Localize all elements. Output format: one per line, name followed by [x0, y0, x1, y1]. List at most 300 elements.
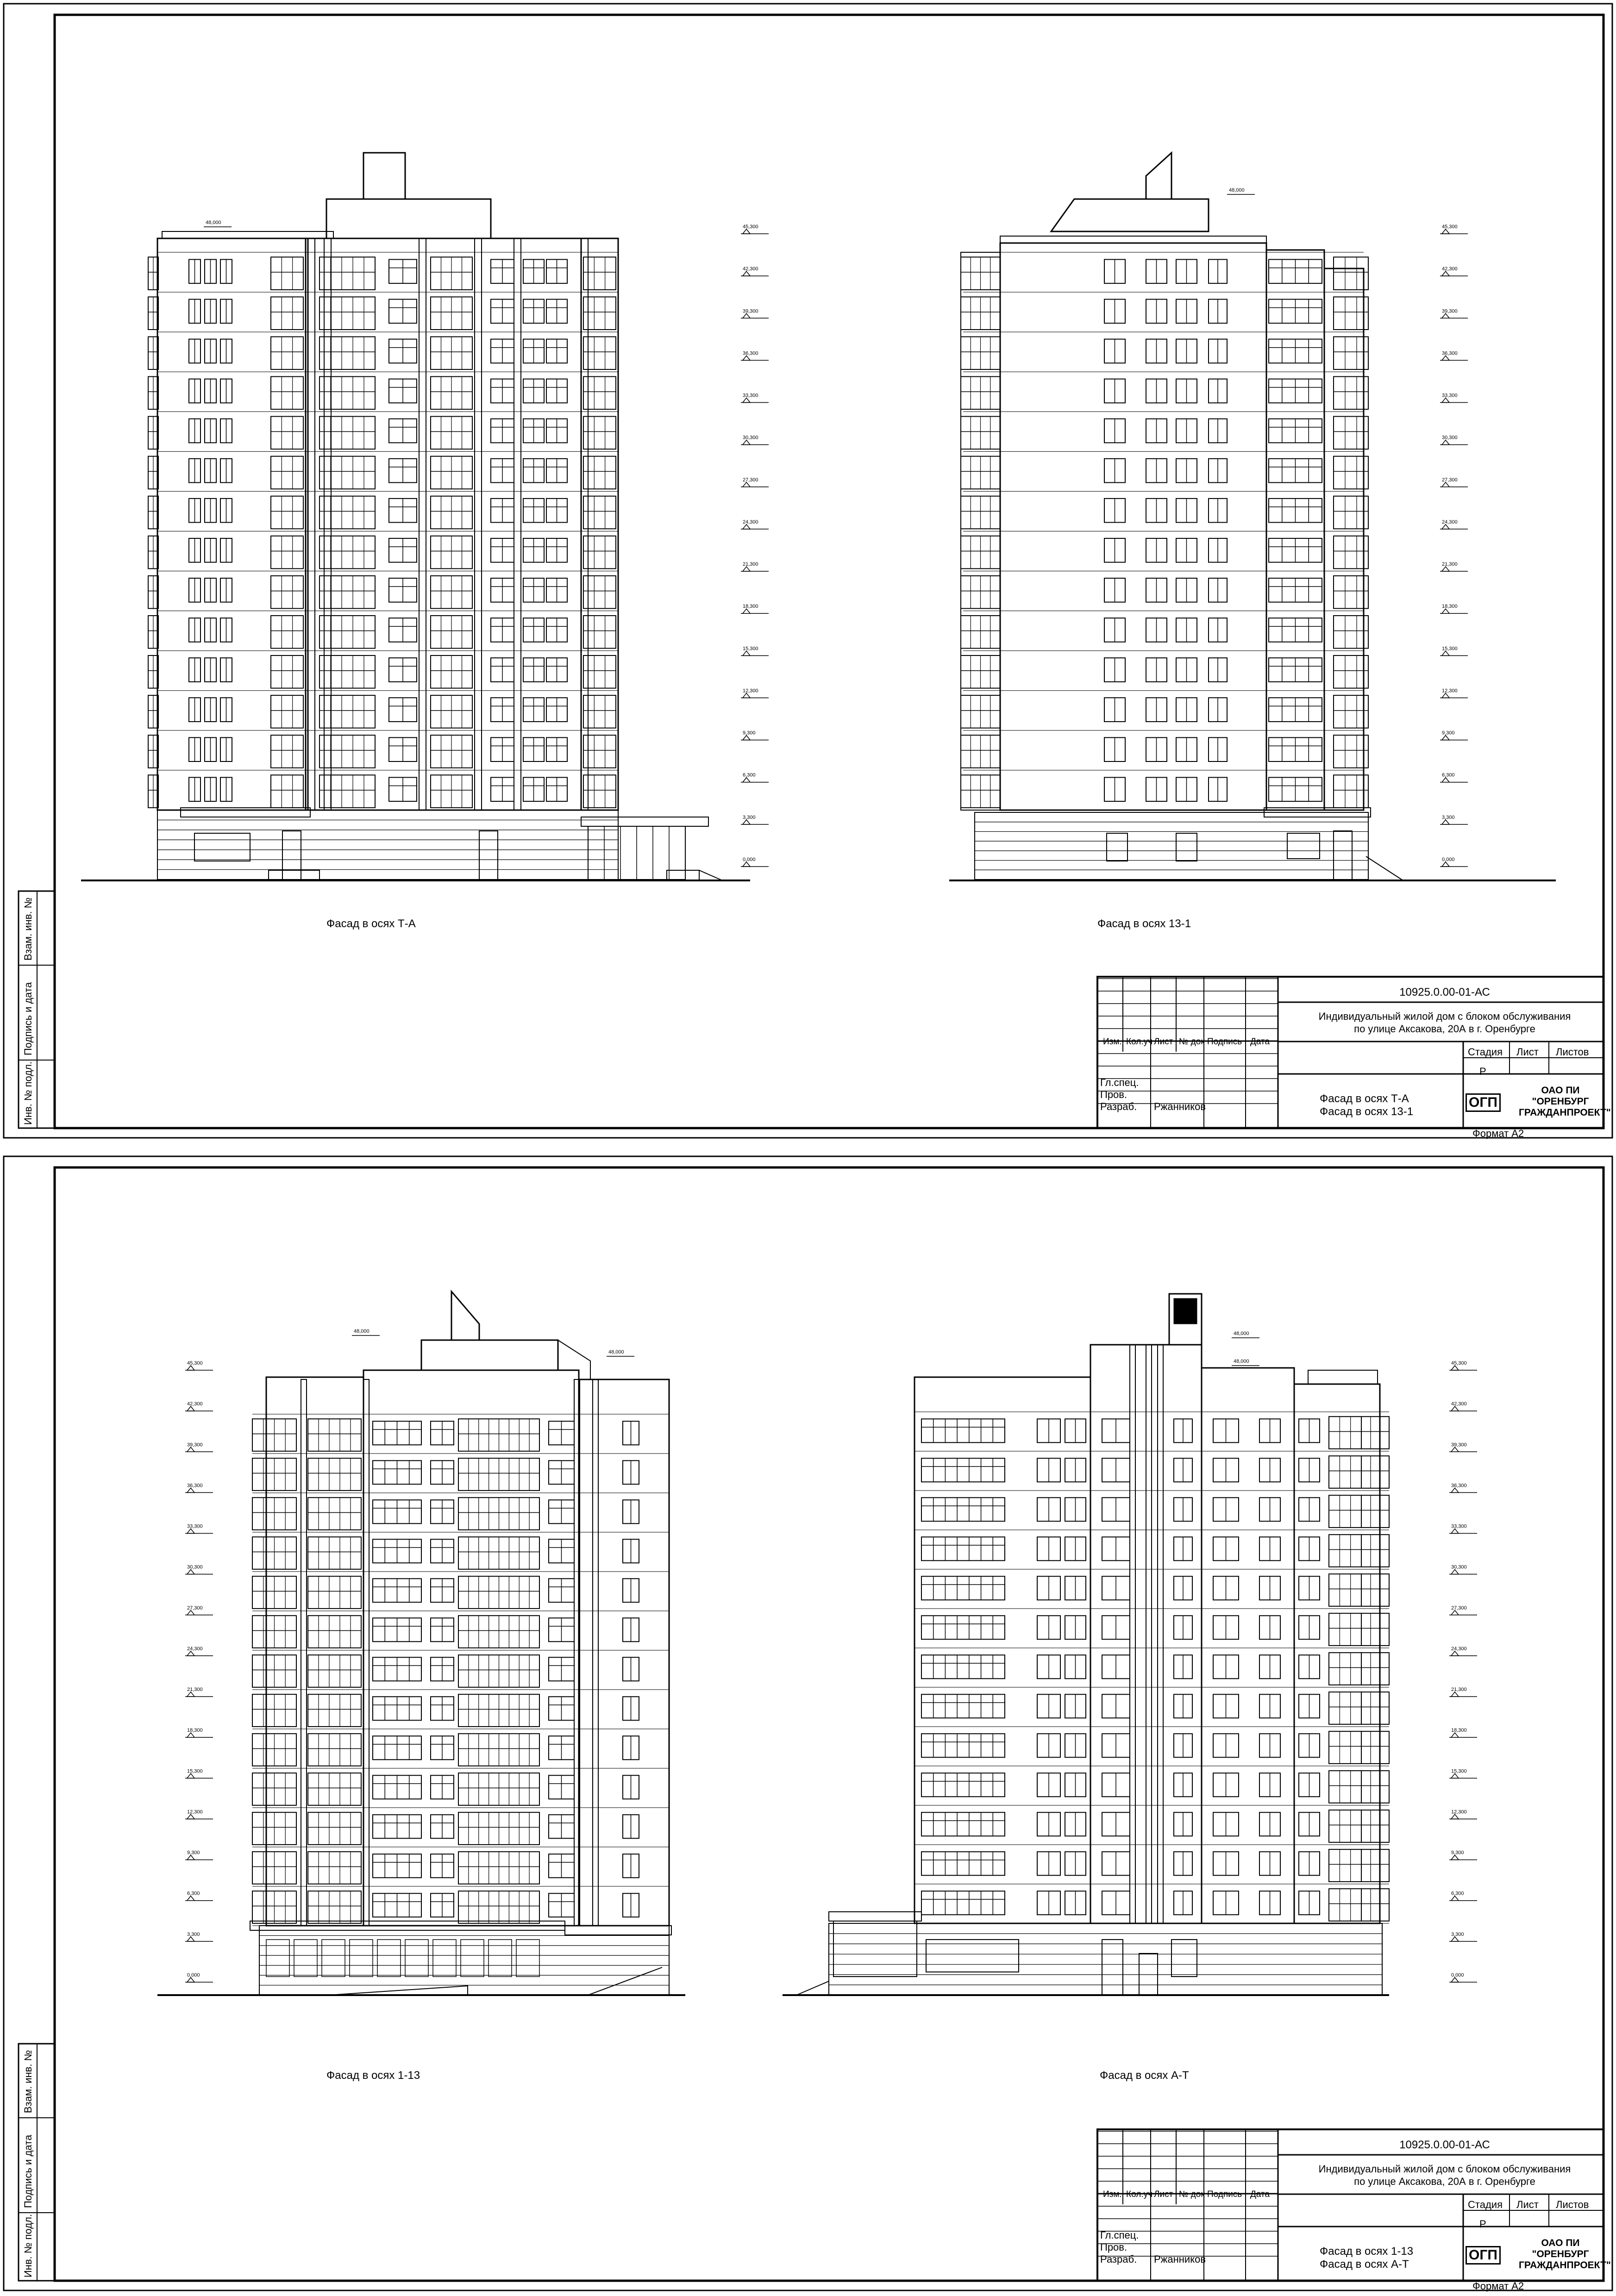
- developer-name: Ржанников: [1154, 2253, 1206, 2265]
- elevation-mark-label: 15,300: [1442, 646, 1458, 652]
- project-title-2: по улице Аксакова, 20А в г. Оренбурге: [1354, 2176, 1535, 2187]
- elevation-mark-label: 24,300: [187, 1646, 203, 1652]
- window: [921, 1497, 1005, 1521]
- shop-window: [405, 1940, 428, 1977]
- balcony: [308, 1734, 361, 1766]
- doc-code: 10925.0.00-01-АС: [1399, 2139, 1490, 2151]
- balcony: [271, 297, 303, 330]
- facade-caption-left: Фасад в осях Т-А: [326, 917, 416, 930]
- glazed-lobby: [833, 1921, 917, 1977]
- balcony: [1329, 1416, 1361, 1449]
- facade-drawing-1-13: [250, 1292, 671, 1995]
- role-chief: Гл.спец.: [1100, 2229, 1139, 2241]
- ground-floor-base: [829, 1923, 1382, 1995]
- elevation-mark-triangle: [743, 229, 750, 234]
- balcony: [1361, 1692, 1389, 1724]
- canopy-side: [565, 1926, 671, 1935]
- balcony: [271, 456, 303, 489]
- elevation-mark-triangle: [1442, 567, 1449, 571]
- balcony: [1361, 1849, 1389, 1882]
- pilaster: [324, 238, 331, 810]
- elevation-mark-label: 45,300: [1451, 1360, 1467, 1366]
- logo-icon: ОГП: [1466, 1093, 1501, 1112]
- project-title-2: по улице Аксакова, 20А в г. Оренбурге: [1354, 1023, 1535, 1035]
- shop-window: [926, 1940, 1019, 1972]
- ground-floor-base: [259, 1926, 669, 1995]
- elevation-mark-triangle: [1451, 1366, 1459, 1370]
- elevation-mark-triangle: [743, 778, 750, 782]
- stamp-signature-date: Подпись и дата: [22, 982, 34, 1055]
- developer-name: Ржанников: [1154, 1101, 1206, 1112]
- elevation-mark-triangle: [187, 1896, 194, 1901]
- col-list: Лист: [1154, 2190, 1173, 2199]
- window: [921, 1458, 1005, 1482]
- elevation-mark-label: 33,300: [1442, 393, 1458, 399]
- company-2: "ОРЕНБУРГ: [1532, 2249, 1589, 2259]
- balcony: [1361, 1416, 1389, 1449]
- shop-window: [433, 1940, 456, 1977]
- stage-value: Р: [1479, 2218, 1486, 2230]
- shop-window: [377, 1940, 401, 1977]
- facade-drawing-a-t: [796, 1294, 1389, 1995]
- elevation-mark-triangle: [1451, 1896, 1459, 1901]
- elevation-mark-triangle: [1442, 820, 1449, 824]
- tower-left-volume: [266, 1377, 363, 1926]
- elevation-mark-label: 3,300: [743, 814, 756, 820]
- balcony: [319, 616, 375, 649]
- company-2: "ОРЕНБУРГ: [1532, 1096, 1589, 1107]
- balcony: [308, 1773, 361, 1805]
- elevation-mark-label: 12,300: [187, 1809, 203, 1815]
- balcony: [319, 417, 375, 449]
- elevation-mark-label: 42,300: [743, 266, 758, 272]
- elevation-mark-triangle: [1442, 398, 1449, 403]
- tower-left-volume: [914, 1377, 1090, 1923]
- col-sign: Подпись: [1207, 1037, 1242, 1047]
- elevation-mark-label: 45,300: [187, 1360, 203, 1366]
- ramp: [1366, 856, 1403, 880]
- elevation-mark-label: 36,300: [1442, 350, 1458, 356]
- balcony: [308, 1616, 361, 1648]
- roof-slope: [558, 1340, 590, 1379]
- window: [921, 1419, 1005, 1442]
- format-label: Формат А2: [1472, 1128, 1524, 1139]
- balcony: [271, 775, 303, 808]
- roof-mark-label: 48,000: [354, 1329, 370, 1334]
- balcony: [319, 655, 375, 688]
- balcony: [271, 496, 303, 529]
- elevation-mark-label: 30,300: [1451, 1564, 1467, 1570]
- pilaster: [475, 238, 482, 810]
- balcony: [319, 735, 375, 768]
- col-date: Дата: [1250, 1037, 1270, 1047]
- roof-vent: [1174, 1298, 1197, 1324]
- facade-caption-left: Фасад в осях 1-13: [326, 2069, 420, 2082]
- elevation-mark-triangle: [187, 1406, 194, 1411]
- balcony: [1329, 1574, 1361, 1606]
- window: [921, 1616, 1005, 1639]
- elevation-mark-label: 39,300: [743, 308, 758, 314]
- balcony: [319, 775, 375, 808]
- balcony: [308, 1419, 361, 1451]
- col-doc: № док: [1179, 2190, 1205, 2199]
- tower-right-volume: [1324, 268, 1364, 810]
- ramp: [588, 1967, 662, 1995]
- elevation-mark-triangle: [1451, 1651, 1459, 1656]
- window: [921, 1694, 1005, 1718]
- balcony: [1361, 1731, 1389, 1764]
- elevation-mark-label: 15,300: [1451, 1768, 1467, 1774]
- elevation-marks-left: [741, 224, 769, 867]
- elevation-mark-triangle: [1451, 1447, 1459, 1452]
- balcony: [271, 655, 303, 688]
- elevation-mark-label: 24,300: [1451, 1646, 1467, 1652]
- roof-mark-label: 48,000: [206, 220, 221, 225]
- roof-mark-label: 48,000: [1234, 1359, 1249, 1364]
- elevation-mark-triangle: [1442, 862, 1449, 867]
- elevation-mark-label: 0,000: [187, 1972, 200, 1978]
- tower-left-volume: [157, 238, 308, 810]
- elevation-mark-triangle: [1451, 1773, 1459, 1778]
- balcony: [1329, 1535, 1361, 1567]
- elevation-mark-triangle: [187, 1773, 194, 1778]
- sheets-header: Листов: [1556, 2199, 1589, 2210]
- stamp-inv-number: Инв. № подл.: [22, 1061, 34, 1125]
- elevation-mark-label: 27,300: [187, 1605, 203, 1611]
- company-3: ГРАЖДАНПРОЕКТ": [1519, 1107, 1611, 1118]
- entrance-door: [282, 831, 301, 880]
- elevation-mark-triangle: [1442, 693, 1449, 698]
- sheet-2-frame: [0, 1153, 1616, 2294]
- balcony: [1329, 1849, 1361, 1882]
- balcony: [1329, 1456, 1361, 1488]
- elevation-marks-left-2: [185, 1360, 213, 1982]
- tower-right-volume: [581, 238, 618, 810]
- elevation-mark-label: 30,300: [1442, 435, 1458, 441]
- role-dev: Разраб.: [1100, 1101, 1137, 1112]
- elevation-mark-label: 18,300: [743, 604, 758, 610]
- elevation-mark-triangle: [187, 1529, 194, 1534]
- elevation-mark-triangle: [743, 313, 750, 318]
- balcony: [319, 695, 375, 728]
- elevation-mark-triangle: [187, 1978, 194, 1982]
- elevation-mark-triangle: [743, 524, 750, 529]
- shop-window: [294, 1940, 317, 1977]
- elevation-mark-triangle: [1451, 1937, 1459, 1941]
- col-date: Дата: [1250, 2190, 1270, 2199]
- roof-stair-block: [363, 153, 405, 199]
- elevation-mark-label: 39,300: [187, 1442, 203, 1448]
- elevation-mark-triangle: [1442, 482, 1449, 487]
- elevation-mark-label: 27,300: [1451, 1605, 1467, 1611]
- entrance-door: [479, 831, 498, 880]
- col-list: Лист: [1154, 1037, 1173, 1047]
- balcony: [319, 257, 375, 290]
- elevation-mark-label: 21,300: [743, 562, 758, 568]
- entrance-steps: [667, 870, 699, 880]
- balcony: [308, 1891, 361, 1923]
- elevation-mark-label: 36,300: [743, 350, 758, 356]
- elevation-mark-triangle: [743, 820, 750, 824]
- elevation-marks-right-2: [1449, 1360, 1477, 1982]
- elevation-mark-label: 39,300: [1451, 1442, 1467, 1448]
- elevation-mark-label: 24,300: [1442, 519, 1458, 525]
- pilaster: [514, 238, 521, 810]
- balcony: [319, 576, 375, 609]
- window: [921, 1852, 1005, 1875]
- elevation-mark-label: 42,300: [187, 1401, 203, 1407]
- window: [921, 1812, 1005, 1836]
- elevation-mark-triangle: [1451, 1814, 1459, 1819]
- stage-header: Стадия: [1468, 2199, 1503, 2210]
- elevation-mark-triangle: [743, 567, 750, 571]
- balcony: [1361, 1889, 1389, 1921]
- elevation-marks-right: [1440, 224, 1468, 867]
- elevation-mark-triangle: [743, 271, 750, 276]
- elevation-mark-label: 33,300: [187, 1523, 203, 1529]
- ground-window: [1171, 1940, 1197, 1977]
- balcony: [319, 297, 375, 330]
- elevation-mark-triangle: [187, 1814, 194, 1819]
- balcony: [1361, 1771, 1389, 1803]
- roof-mark-label: 48,000: [1229, 187, 1245, 193]
- stamp-inv-number: Инв. № подл.: [22, 2214, 34, 2277]
- elevation-mark-triangle: [1451, 1855, 1459, 1860]
- balcony: [271, 377, 303, 410]
- elevation-mark-label: 9,300: [743, 730, 756, 736]
- elevation-mark-triangle: [187, 1570, 194, 1574]
- roof-penthouse: [326, 199, 491, 238]
- balcony: [1329, 1731, 1361, 1764]
- elevation-mark-label: 18,300: [1442, 604, 1458, 610]
- balcony: [1329, 1889, 1361, 1921]
- entrance-canopy: [581, 817, 708, 826]
- roof-mark-label: 48,000: [1234, 1331, 1249, 1336]
- elevation-mark-label: 15,300: [187, 1768, 203, 1774]
- canopy: [181, 808, 310, 817]
- balcony: [1361, 1456, 1389, 1488]
- roof-mark-label: 48,000: [608, 1349, 624, 1355]
- balcony: [319, 456, 375, 489]
- elevation-mark-triangle: [743, 693, 750, 698]
- balcony: [271, 616, 303, 649]
- elevation-mark-triangle: [743, 440, 750, 445]
- facade-caption-right: Фасад в осях А-Т: [1100, 2069, 1189, 2082]
- elevation-mark-label: 36,300: [187, 1483, 203, 1489]
- elevation-mark-triangle: [1451, 1733, 1459, 1737]
- tower-center-volume: [306, 238, 581, 810]
- elevation-mark-triangle: [187, 1733, 194, 1737]
- balcony: [1361, 1574, 1389, 1606]
- roof-parapet: [1308, 1370, 1378, 1384]
- elevation-mark-label: 21,300: [187, 1687, 203, 1693]
- company-3: ГРАЖДАНПРОЕКТ": [1519, 2260, 1611, 2271]
- project-title-1: Индивидуальный жилой дом с блоком обслуживания: [1318, 2163, 1571, 2175]
- window: [921, 1655, 1005, 1678]
- col-kol: Кол.уч: [1126, 2190, 1152, 2199]
- elevation-mark-label: 6,300: [1442, 772, 1455, 778]
- elevation-mark-triangle: [1442, 609, 1449, 613]
- role-dev: Разраб.: [1100, 2253, 1137, 2265]
- shop-window: [350, 1940, 373, 1977]
- elevation-mark-label: 12,300: [743, 688, 758, 694]
- elevation-mark-label: 6,300: [1451, 1890, 1464, 1897]
- balcony: [1329, 1495, 1361, 1528]
- elevation-mark-triangle: [1451, 1570, 1459, 1574]
- balcony: [271, 337, 303, 369]
- elevation-mark-label: 0,000: [1451, 1972, 1464, 1978]
- elevation-mark-label: 9,300: [1442, 730, 1455, 736]
- ramp: [796, 1981, 829, 1995]
- elevation-mark-label: 6,300: [187, 1890, 200, 1897]
- role-check: Пров.: [1100, 1089, 1127, 1100]
- elevation-mark-triangle: [1442, 229, 1449, 234]
- ground-floor-base: [975, 812, 1368, 880]
- pilaster: [1158, 1345, 1163, 1923]
- entrance-steps: [329, 1986, 468, 1995]
- pilaster: [363, 1379, 369, 1926]
- elevation-mark-triangle: [743, 609, 750, 613]
- balcony: [271, 576, 303, 609]
- shop-window: [266, 1940, 289, 1977]
- pilaster: [1130, 1345, 1135, 1923]
- entrance-door: [1139, 1953, 1158, 1995]
- roof-stair-block: [451, 1292, 479, 1340]
- elevation-mark-label: 6,300: [743, 772, 756, 778]
- elevation-mark-label: 18,300: [187, 1728, 203, 1734]
- elevation-mark-label: 9,300: [187, 1850, 200, 1856]
- pilaster: [308, 238, 315, 810]
- balcony: [308, 1694, 361, 1727]
- balcony: [1361, 1810, 1389, 1842]
- sheet-1-frame: [0, 0, 1616, 1141]
- elevation-mark-label: 42,300: [1442, 266, 1458, 272]
- elevation-mark-triangle: [1442, 778, 1449, 782]
- elevation-mark-label: 12,300: [1442, 688, 1458, 694]
- elevation-mark-label: 33,300: [1451, 1523, 1467, 1529]
- col-izm: Изм.: [1103, 1037, 1122, 1047]
- window: [921, 1537, 1005, 1560]
- col-doc: № док: [1179, 1037, 1205, 1047]
- elevation-mark-triangle: [743, 398, 750, 403]
- sheets-header: Листов: [1556, 1046, 1589, 1058]
- elevation-mark-label: 15,300: [743, 646, 758, 652]
- balcony: [308, 1852, 361, 1884]
- balcony: [1329, 1810, 1361, 1842]
- stamp-substitute-inv: Взам. инв. №: [22, 897, 34, 961]
- balcony: [271, 735, 303, 768]
- col-sign: Подпись: [1207, 2190, 1242, 2199]
- elevation-mark-label: 9,300: [1451, 1850, 1464, 1856]
- elevation-mark-label: 30,300: [743, 435, 758, 441]
- elevation-mark-triangle: [187, 1692, 194, 1697]
- elevation-mark-triangle: [187, 1488, 194, 1492]
- balcony: [319, 496, 375, 529]
- canopy: [829, 1912, 921, 1921]
- drawing-title-1: Фасад в осях 1-13: [1320, 2245, 1414, 2258]
- ramp: [699, 870, 722, 880]
- elevation-mark-triangle: [187, 1610, 194, 1615]
- sheet-header: Лист: [1516, 2199, 1539, 2210]
- facade-caption-right: Фасад в осях 13-1: [1097, 917, 1191, 930]
- balcony: [271, 257, 303, 290]
- entrance-door: [1102, 1940, 1123, 1995]
- drawing-sheet-1: [0, 0, 1616, 1141]
- stamp-substitute-inv: Взам. инв. №: [22, 2050, 34, 2113]
- elevation-mark-triangle: [743, 651, 750, 655]
- drawing-title-2: Фасад в осях А-Т: [1320, 2258, 1409, 2271]
- shop-window: [516, 1940, 539, 1977]
- window: [921, 1576, 1005, 1600]
- balcony: [1361, 1495, 1389, 1528]
- elevation-mark-triangle: [1451, 1406, 1459, 1411]
- drawing-title-1: Фасад в осях Т-А: [1320, 1092, 1409, 1105]
- entrance-steps: [269, 870, 319, 880]
- elevation-mark-label: 30,300: [187, 1564, 203, 1570]
- shop-window: [322, 1940, 345, 1977]
- elevation-mark-triangle: [1451, 1488, 1459, 1492]
- tower-side-volume: [1266, 250, 1324, 810]
- elevation-mark-label: 3,300: [1451, 1931, 1464, 1937]
- col-izm: Изм.: [1103, 2190, 1122, 2199]
- balcony: [308, 1497, 361, 1530]
- elevation-mark-triangle: [1442, 356, 1449, 360]
- elevation-mark-label: 36,300: [1451, 1483, 1467, 1489]
- elevation-mark-label: 27,300: [1442, 477, 1458, 483]
- elevation-mark-label: 45,300: [743, 224, 758, 230]
- project-title-1: Индивидуальный жилой дом с блоком обслуживания: [1318, 1011, 1571, 1022]
- drawing-title-2: Фасад в осях 13-1: [1320, 1105, 1414, 1118]
- balcony: [271, 417, 303, 449]
- balcony: [1361, 1653, 1389, 1685]
- shop-window: [194, 833, 250, 861]
- pilaster: [593, 1379, 598, 1926]
- elevation-mark-triangle: [743, 862, 750, 867]
- shop-window: [461, 1940, 484, 1977]
- elevation-mark-label: 33,300: [743, 393, 758, 399]
- sheet-header: Лист: [1516, 1046, 1539, 1058]
- stage-header: Стадия: [1468, 1046, 1503, 1058]
- balcony: [308, 1458, 361, 1491]
- elevation-mark-label: 21,300: [1442, 562, 1458, 568]
- tower-main-volume: [1000, 243, 1266, 810]
- balcony: [308, 1537, 361, 1569]
- window: [921, 1773, 1005, 1797]
- elevation-mark-triangle: [1442, 271, 1449, 276]
- elevation-mark-label: 42,300: [1451, 1401, 1467, 1407]
- company-1: ОАО ПИ: [1541, 2238, 1580, 2248]
- elevation-mark-triangle: [187, 1447, 194, 1452]
- elevation-mark-triangle: [187, 1855, 194, 1860]
- logo-icon: ОГП: [1466, 2246, 1501, 2265]
- stage-value: Р: [1479, 1066, 1486, 1077]
- elevation-mark-triangle: [743, 482, 750, 487]
- balcony: [308, 1655, 361, 1687]
- balcony: [1329, 1613, 1361, 1646]
- pilaster: [581, 238, 588, 810]
- elevation-mark-label: 0,000: [1442, 857, 1455, 862]
- balcony: [271, 536, 303, 569]
- balcony: [308, 1812, 361, 1845]
- window: [921, 1734, 1005, 1757]
- balcony: [1329, 1653, 1361, 1685]
- role-check: Пров.: [1100, 2241, 1127, 2253]
- elevation-mark-triangle: [1442, 313, 1449, 318]
- elevation-mark-triangle: [187, 1651, 194, 1656]
- pilaster: [419, 238, 426, 810]
- ground-window: [1176, 833, 1197, 861]
- elevation-mark-label: 18,300: [1451, 1728, 1467, 1734]
